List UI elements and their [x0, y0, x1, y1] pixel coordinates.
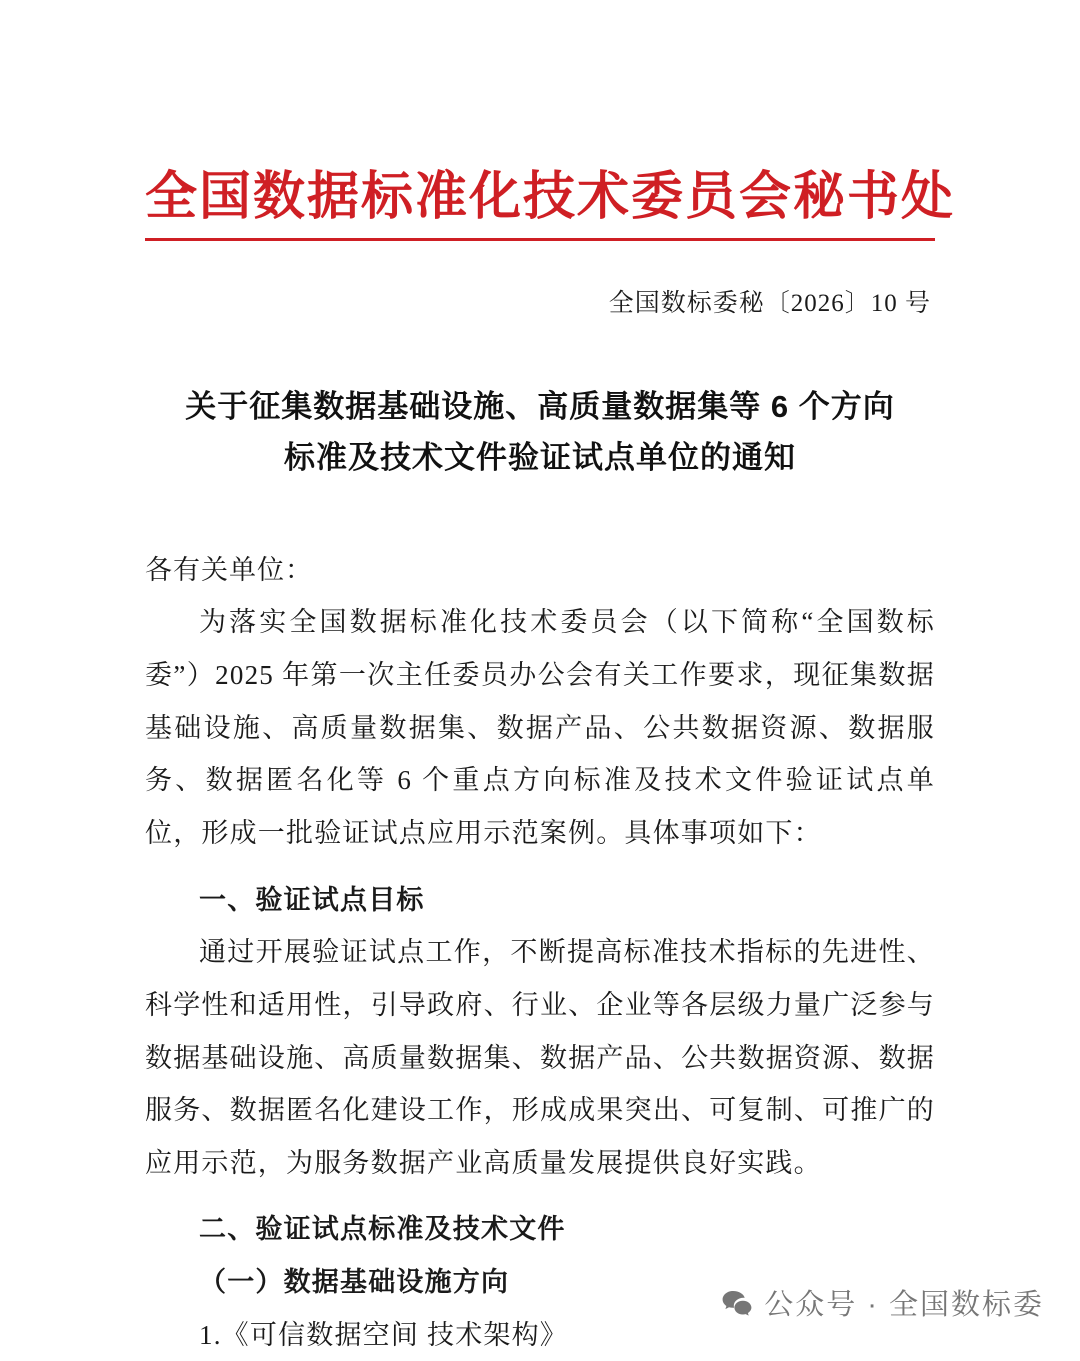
- paragraph-goals: 通过开展验证试点工作，不断提高标准技术指标的先进性、科学性和适用性，引导政府、行业、企业等各层级力量广泛参与数据基础设施、高质量数据集、数据产品、公共数据资源、数据服务、数据匿名化建设工作，形成成果突出、可复制、可推广的应用示范，为服务数据产业高质量发展提供良好实践。: [145, 937, 935, 1178]
- section-heading-2: 二、验证试点标准及技术文件: [199, 1214, 566, 1245]
- masthead-divider: [145, 238, 935, 241]
- page-title: [145, 381, 935, 483]
- document-content: [145, 0, 956, 1361]
- watermark-label: 公众号 · 全国数标委: [764, 1289, 1044, 1321]
- wechat-icon: [720, 1286, 754, 1320]
- section-heading-1: 一、验证试点目标: [199, 884, 425, 915]
- subsection-heading-1: （一）数据基础设施方向: [199, 1267, 510, 1298]
- document-number: 全国数标委秘〔2026〕10 号: [608, 289, 931, 317]
- paragraph-intro: 为落实全国数据标准化技术委员会（以下简称“全国数标委”）2025 年第一次主任委员办公会有关工作要求，现征集数据基础设施、高质量数据集、数据产品、公共数据资源、数据服务、数据匿名化等 6 个重点方向标准及技术文件验证试点单位，形成一批验证试点应用示范案例。具体事项如下：: [145, 607, 935, 848]
- document-masthead: 全国数据标准化技术委员会秘书处: [145, 168, 956, 226]
- watermark: [720, 1282, 1044, 1323]
- salutation: 各有关单位：: [145, 555, 313, 586]
- page-title-line-2: 标准及技术文件验证试点单位的通知: [284, 439, 796, 475]
- list-item: 1.《可信数据空间 技术架构》: [199, 1319, 568, 1350]
- page-title-line-1: 关于征集数据基础设施、高质量数据集等 6 个方向: [185, 388, 895, 424]
